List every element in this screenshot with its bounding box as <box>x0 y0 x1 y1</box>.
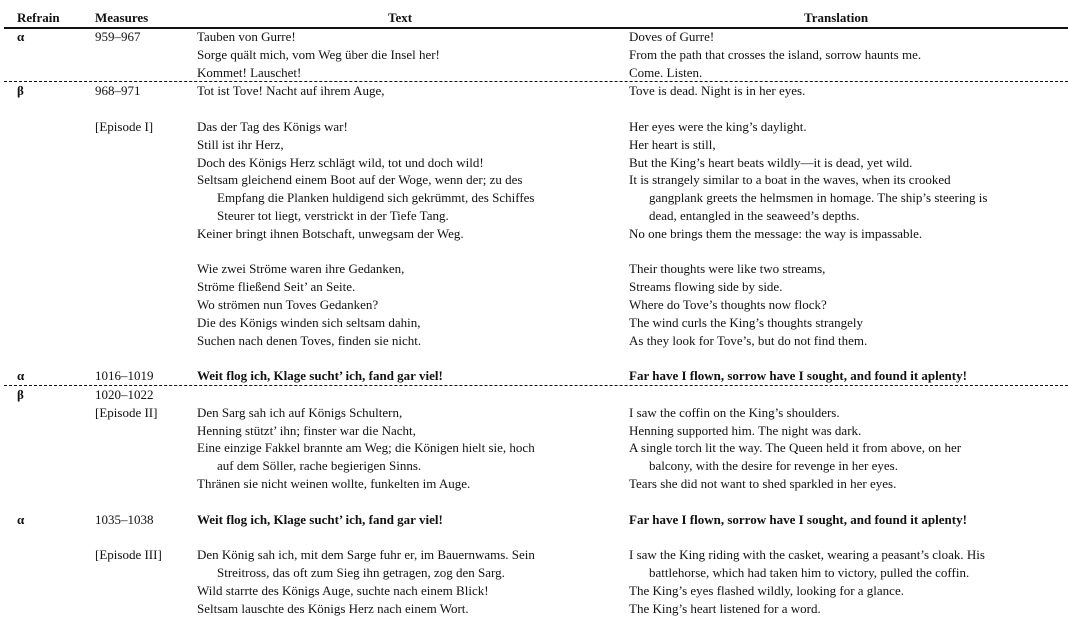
text-cell: auf dem Söller, rache begierigen Sinns. <box>217 458 422 474</box>
translation-cell: From the path that crosses the island, sorrow haunts me. <box>629 46 922 62</box>
measures-cell: 968–971 <box>95 83 141 99</box>
translation-cell: I saw the King riding with the casket, wearing a peasant’s cloak. His <box>629 547 985 563</box>
text-cell: Wild starrte des Königs Auge, suchte nach einem Blick! <box>197 582 489 598</box>
table-row <box>0 349 1068 367</box>
table-row <box>0 314 1068 332</box>
measures-cell: [Episode III] <box>95 547 162 563</box>
table-row <box>0 82 1068 100</box>
translation-cell: battlehorse, which had taken him to victory, pulled the coffin. <box>649 564 970 580</box>
translation-cell: It is strangely similar to a boat in the waves, when its crooked <box>629 172 951 188</box>
text-cell: Weit flog ich, Klage sucht’ ich, fand gar viel! <box>197 511 443 527</box>
text-cell: Seltsam gleichend einem Boot auf der Woge, wenn der; zu des <box>197 172 523 188</box>
table-row <box>0 207 1068 225</box>
table-body <box>0 28 1068 617</box>
table-row <box>0 367 1068 385</box>
translation-cell: Tove is dead. Night is in her eyes. <box>629 83 806 99</box>
table-row <box>0 386 1068 404</box>
translation-cell: Tears she did not want to shed sparkled in her eyes. <box>629 475 897 491</box>
text-cell: Ströme fließend Seit’ an Seite. <box>197 279 356 295</box>
text-cell: Suchen nach denen Toves, finden sie nicht. <box>197 332 422 348</box>
refrain-cell: α <box>17 368 25 384</box>
text-cell: Keiner bringt ihnen Botschaft, unwegsam der Weg. <box>197 225 464 241</box>
table-row <box>0 404 1068 422</box>
text-cell: Streitross, das oft zum Sieg ihn getragen, zog den Sarg. <box>217 564 505 580</box>
translation-cell: Their thoughts were like two streams, <box>629 261 826 277</box>
text-cell: Weit flog ich, Klage sucht’ ich, fand gar viel! <box>197 368 443 384</box>
translation-cell: Come. Listen. <box>629 64 703 80</box>
measures-cell: [Episode II] <box>95 404 158 420</box>
translation-cell: Far have I flown, sorrow have I sought, and found it aplenty! <box>629 511 967 527</box>
text-cell: Tot ist Tove! Nacht auf ihrem Auge, <box>197 83 385 99</box>
text-cell: Kommet! Lauschet! <box>197 64 302 80</box>
table-row <box>0 511 1068 529</box>
header-measures: Measures <box>95 10 149 25</box>
refrain-cell: β <box>17 83 24 99</box>
translation-cell: Her eyes were the king’s daylight. <box>629 118 807 134</box>
table-row <box>0 493 1068 511</box>
text-cell: Die des Königs winden sich seltsam dahin, <box>197 314 421 330</box>
text-cell: Eine einzige Fakkel brannte am Weg; die Königen hielt sie, hoch <box>197 440 535 456</box>
table-row <box>0 528 1068 546</box>
text-cell: Seltsam lauschte des Königs Herz nach einem Wort. <box>197 600 469 616</box>
translation-cell: But the King’s heart beats wildly—it is dead, yet wild. <box>629 154 913 170</box>
header-refrain: Refrain <box>17 10 60 25</box>
translation-cell: Her heart is still, <box>629 136 716 152</box>
translation-cell: Streams flowing side by side. <box>629 279 783 295</box>
text-cell: Tauben von Gurre! <box>197 29 296 44</box>
translation-cell: Henning supported him. The night was dark. <box>629 422 862 438</box>
translation-cell: The King’s eyes flashed wildly, looking for a glance. <box>629 582 904 598</box>
table-row <box>0 546 1068 564</box>
table-row <box>0 475 1068 493</box>
table-row <box>0 64 1068 82</box>
table-row <box>0 46 1068 64</box>
table-row <box>0 243 1068 261</box>
translation-cell: The wind curls the King’s thoughts strangely <box>629 314 863 330</box>
table-row <box>0 296 1068 314</box>
translation-cell: Doves of Gurre! <box>629 29 715 44</box>
table-row <box>0 439 1068 457</box>
text-cell: Still ist ihr Herz, <box>197 136 284 152</box>
table-row <box>0 189 1068 207</box>
measures-cell: [Episode I] <box>95 118 154 134</box>
table-row <box>0 332 1068 350</box>
translation-cell: I saw the coffin on the King’s shoulders. <box>629 404 840 420</box>
header-text: Text <box>388 10 413 25</box>
translation-cell: The King’s heart listened for a word. <box>629 600 821 616</box>
translation-cell: A single torch lit the way. The Queen held it from above, on her <box>629 440 962 456</box>
text-cell: Wo strömen nun Toves Gedanken? <box>197 296 379 312</box>
table-row <box>0 225 1068 243</box>
measures-cell: 1035–1038 <box>95 511 154 527</box>
table-header <box>0 8 1068 27</box>
text-cell: Doch des Königs Herz schlägt wild, tot und doch wild! <box>197 154 484 170</box>
text-cell: Das der Tag des Königs war! <box>197 118 348 134</box>
table-row <box>0 260 1068 278</box>
text-cell: Henning stützt’ ihn; finster war die Nacht, <box>197 422 416 438</box>
table-row <box>0 136 1068 154</box>
text-cell: Thränen sie nicht weinen wollte, funkelten im Auge. <box>197 475 471 491</box>
translation-cell: Where do Tove’s thoughts now flock? <box>629 296 827 312</box>
table-row <box>0 457 1068 475</box>
translation-cell: gangplank greets the helmsmen in homage. The ship’s steering is <box>649 190 988 206</box>
translation-cell: No one brings them the message: the way is impassable. <box>629 225 923 241</box>
header-translation: Translation <box>804 10 869 25</box>
table-row <box>0 28 1068 46</box>
table-row <box>0 118 1068 136</box>
translation-cell: dead, entangled in the seaweed’s depths. <box>649 207 860 223</box>
translation-cell: Far have I flown, sorrow have I sought, and found it aplenty! <box>629 368 967 384</box>
refrain-cell: α <box>17 511 25 527</box>
translation-cell: balcony, with the desire for revenge in her eyes. <box>649 458 898 474</box>
translation-cell: As they look for Tove’s, but do not find them. <box>629 332 868 348</box>
table-row <box>0 171 1068 189</box>
measures-cell: 959–967 <box>95 29 141 44</box>
text-cell: Empfang die Planken huldigend sich gekrümmt, des Schiffes <box>217 190 535 206</box>
table-row <box>0 600 1068 618</box>
text-cell: Den Sarg sah ich auf Königs Schultern, <box>197 404 403 420</box>
text-cell: Steurer tot liegt, verstrickt in der Tiefe Tang. <box>217 207 449 223</box>
text-cell: Sorge quält mich, vom Weg über die Insel her! <box>197 46 440 62</box>
table-row <box>0 278 1068 296</box>
measures-cell: 1016–1019 <box>95 368 154 384</box>
measures-cell: 1020–1022 <box>95 386 154 402</box>
refrain-cell: β <box>17 386 24 402</box>
table-row <box>0 582 1068 600</box>
text-cell: Den König sah ich, mit dem Sarge fuhr er, im Bauernwams. Sein <box>197 547 535 563</box>
text-cell: Wie zwei Ströme waren ihre Gedanken, <box>197 261 405 277</box>
table-row <box>0 564 1068 582</box>
table-row <box>0 422 1068 440</box>
refrain-cell: α <box>17 29 25 44</box>
table-row <box>0 100 1068 118</box>
table-row <box>0 154 1068 172</box>
